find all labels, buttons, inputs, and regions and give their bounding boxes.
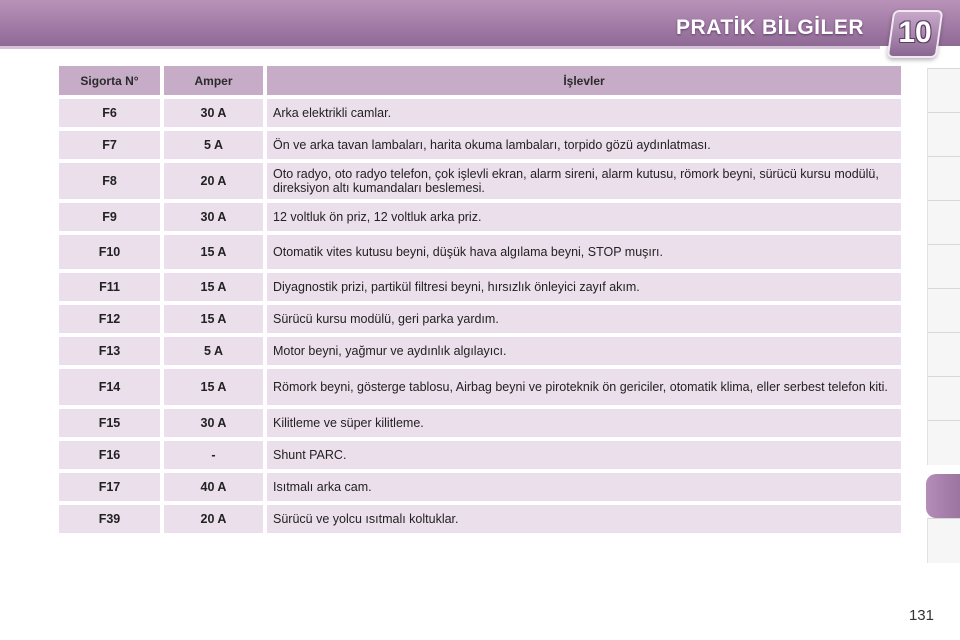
column-header-amper: Amper: [164, 66, 263, 95]
fuse-amperage: 15 A: [164, 305, 263, 333]
table-row: [59, 441, 901, 469]
table-row: [59, 305, 901, 333]
table-row: [59, 409, 901, 437]
chapter-side-tabs: [928, 68, 960, 576]
side-tab-active[interactable]: [926, 474, 960, 518]
column-header-functions: İşlevler: [267, 66, 901, 95]
fuse-function: Oto radyo, oto radyo telefon, çok işlevli ekran, alarm sireni, alarm kutusu, römork beyni, sürücü kursu modülü, direksiyon altı kumandaları beslemesi.: [267, 163, 901, 199]
column-header-fuse-no: Sigorta N°: [59, 66, 160, 95]
fuse-number: F12: [59, 305, 160, 333]
fuse-number: F16: [59, 441, 160, 469]
fuse-table: [55, 62, 905, 537]
fuse-function: Ön ve arka tavan lambaları, harita okuma lambaları, torpido gözü aydınlatması.: [267, 131, 901, 159]
fuse-function: Isıtmalı arka cam.: [267, 473, 901, 501]
fuse-number: F14: [59, 369, 160, 405]
table-row: [59, 505, 901, 533]
fuse-amperage: 15 A: [164, 273, 263, 301]
table-header-row: [59, 66, 901, 95]
fuse-number: F10: [59, 235, 160, 269]
table-row: [59, 235, 901, 269]
table-row: [59, 131, 901, 159]
fuse-function: Kilitleme ve süper kilitleme.: [267, 409, 901, 437]
fuse-amperage: 5 A: [164, 337, 263, 365]
side-tab-6[interactable]: [927, 288, 960, 333]
table-row: [59, 337, 901, 365]
fuse-amperage: 30 A: [164, 203, 263, 231]
fuse-function: Otomatik vites kutusu beyni, düşük hava algılama beyni, STOP muşırı.: [267, 235, 901, 269]
fuse-number: F9: [59, 203, 160, 231]
fuse-amperage: 30 A: [164, 99, 263, 127]
fuse-amperage: 20 A: [164, 505, 263, 533]
table-row: [59, 99, 901, 127]
table-row: [59, 473, 901, 501]
fuse-function: Arka elektrikli camlar.: [267, 99, 901, 127]
side-tab-5[interactable]: [927, 244, 960, 289]
fuse-number: F13: [59, 337, 160, 365]
fuse-amperage: 20 A: [164, 163, 263, 199]
side-tab-11[interactable]: [927, 518, 960, 563]
header-underline: [0, 46, 880, 49]
fuse-amperage: 40 A: [164, 473, 263, 501]
fuse-number: F17: [59, 473, 160, 501]
page-title: PRATİK BİLGİLER: [676, 16, 864, 39]
fuse-function: Sürücü ve yolcu ısıtmalı koltuklar.: [267, 505, 901, 533]
table-row: [59, 203, 901, 231]
fuse-amperage: 15 A: [164, 369, 263, 405]
side-tab-1[interactable]: [927, 68, 960, 113]
side-tab-3[interactable]: [927, 156, 960, 201]
fuse-number: F39: [59, 505, 160, 533]
fuse-function: Shunt PARC.: [267, 441, 901, 469]
table-row: [59, 163, 901, 199]
fuse-function: Diyagnostik prizi, partikül filtresi beyni, hırsızlık önleyici zayıf akım.: [267, 273, 901, 301]
chapter-number: 10: [898, 16, 932, 49]
fuse-amperage: 30 A: [164, 409, 263, 437]
fuse-function: 12 voltluk ön priz, 12 voltluk arka priz.: [267, 203, 901, 231]
table-row: [59, 273, 901, 301]
fuse-function: Motor beyni, yağmur ve aydınlık algılayıcı.: [267, 337, 901, 365]
fuse-number: F11: [59, 273, 160, 301]
side-tab-2[interactable]: [927, 112, 960, 157]
table-row: [59, 369, 901, 405]
fuse-number: F8: [59, 163, 160, 199]
fuse-function: Sürücü kursu modülü, geri parka yardım.: [267, 305, 901, 333]
fuse-function: Römork beyni, gösterge tablosu, Airbag beyni ve piroteknik ön gericiler, otomatik klima, eller serbest telefon kiti.: [267, 369, 901, 405]
fuse-number: F15: [59, 409, 160, 437]
side-tab-4[interactable]: [927, 200, 960, 245]
side-tab-8[interactable]: [927, 376, 960, 421]
fuse-number: F6: [59, 99, 160, 127]
fuse-amperage: 5 A: [164, 131, 263, 159]
side-tab-7[interactable]: [927, 332, 960, 377]
fuse-number: F7: [59, 131, 160, 159]
side-tab-9[interactable]: [927, 420, 960, 465]
fuse-amperage: -: [164, 441, 263, 469]
fuse-amperage: 15 A: [164, 235, 263, 269]
page-number: 131: [908, 607, 934, 624]
